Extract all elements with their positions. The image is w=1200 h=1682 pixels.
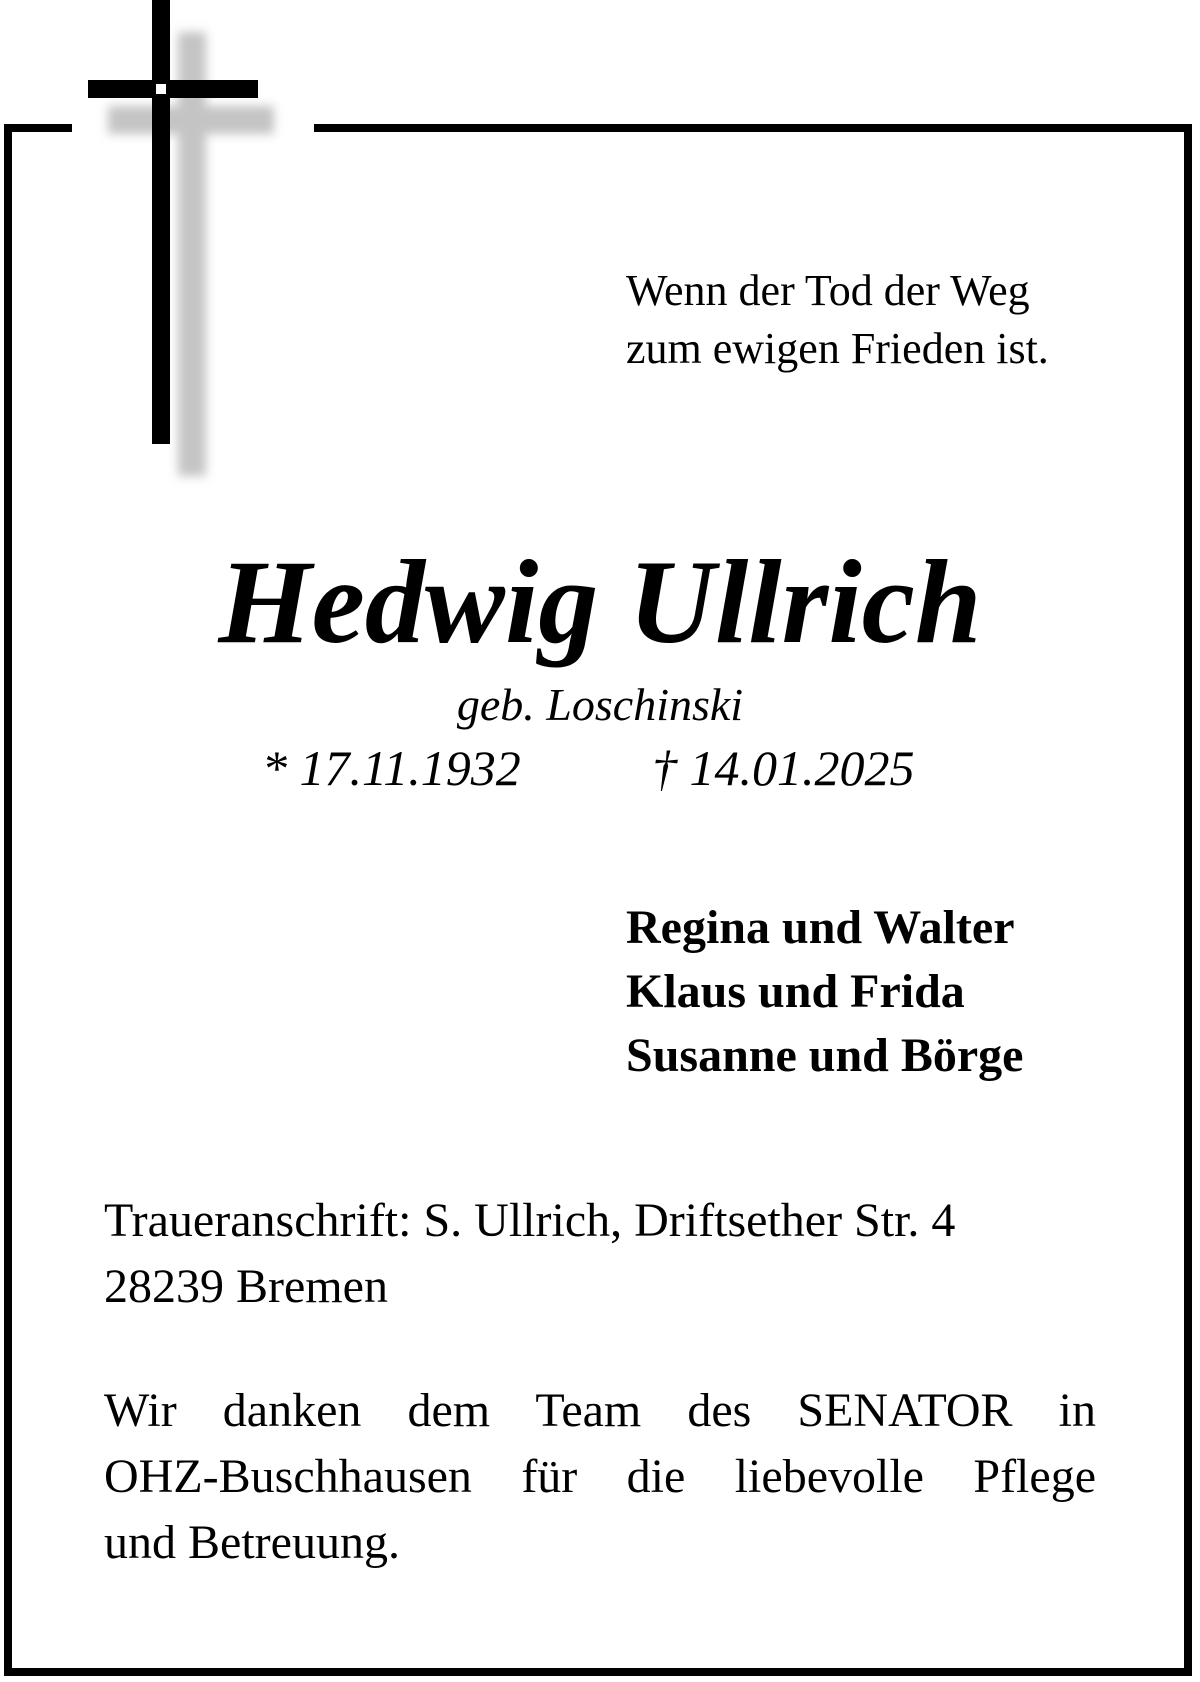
mourner-entry: Klaus und Frida <box>626 965 965 1018</box>
motto-verse <box>626 262 1049 378</box>
death-date: † 14.01.2025 <box>652 740 915 796</box>
thanks-line-3: und Betreuung. <box>104 1516 400 1569</box>
address-line-1: Traueranschrift: S. Ullrich, Driftsether Str. 4 <box>104 1194 956 1247</box>
cross-body <box>88 0 258 444</box>
thanks-line-1: Wir danken dem Team des SENATOR in <box>104 1384 1096 1437</box>
thanks-line-2: OHZ-Buschhausen für die liebevolle Pflege <box>104 1450 1096 1503</box>
motto-line-1: Wenn der Tod der Weg <box>626 266 1030 315</box>
thanks-paragraph <box>104 1378 1096 1576</box>
cross-center-highlight <box>156 84 166 94</box>
birth-name: geb. Loschinski <box>456 679 744 730</box>
cross-icon <box>80 0 300 490</box>
cross-shadow <box>108 32 274 476</box>
mourner-entry: Susanne und Börge <box>626 1029 1024 1082</box>
motto-line-2: zum ewigen Frieden ist. <box>626 324 1049 373</box>
mourning-address <box>104 1188 955 1320</box>
mourners-list <box>626 896 1023 1088</box>
mourner-entry: Regina und Walter <box>626 901 1015 954</box>
address-line-2: 28239 Bremen <box>104 1260 388 1313</box>
birth-date: * 17.11.1932 <box>262 740 521 796</box>
deceased-name: Hedwig Ullrich <box>218 535 982 668</box>
